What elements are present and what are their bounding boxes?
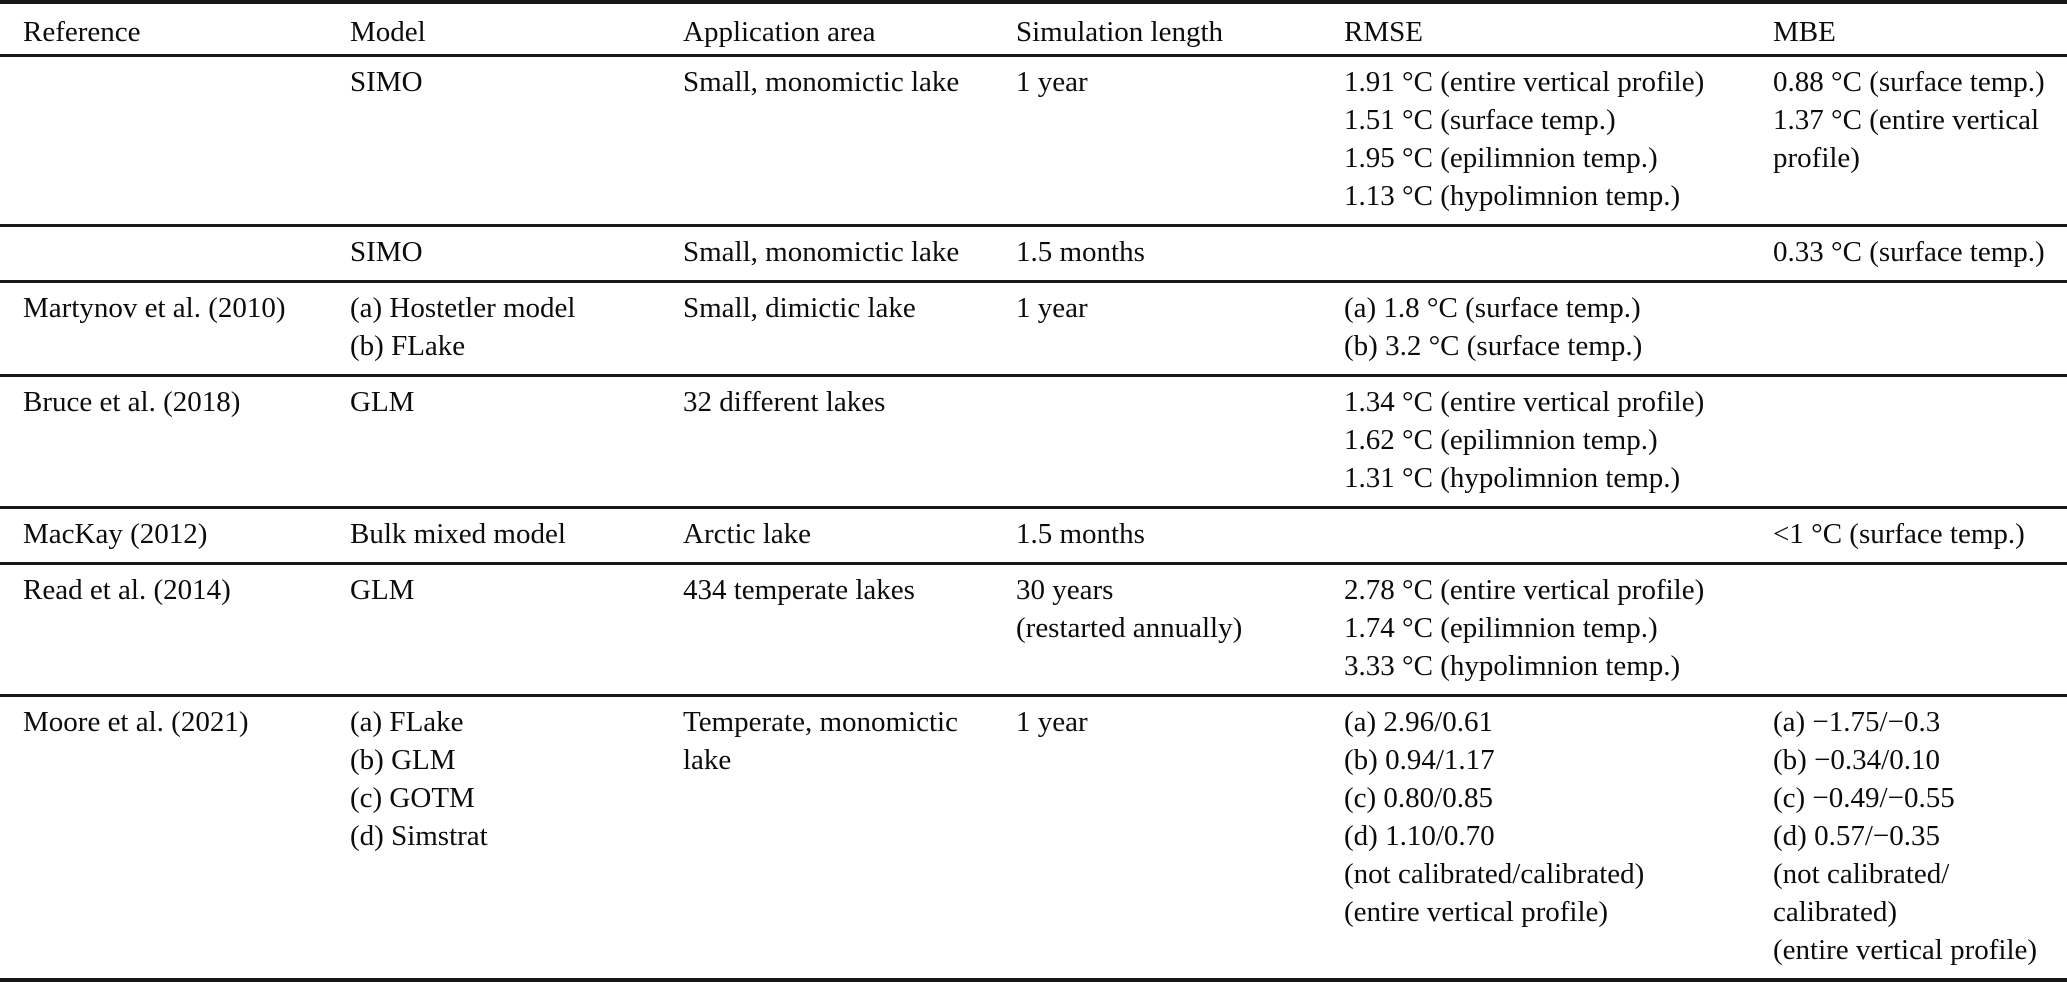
- table-row: [0, 226, 2067, 282]
- cell-text-line: 1.74 °C (epilimnion temp.): [1344, 612, 1658, 644]
- cell-text-line: 2.78 °C (entire vertical profile): [1344, 574, 1705, 606]
- cell-text-line: 1 year: [1016, 706, 1088, 738]
- cell-reference: [0, 282, 350, 376]
- cell-text-line: (entire vertical profile): [1344, 896, 1609, 928]
- cell-application-area: [683, 696, 1016, 981]
- cell-simulation-length: [1016, 56, 1344, 226]
- cell-text-line: (not calibrated/: [1773, 858, 1950, 890]
- cell-text-line: lake: [683, 744, 732, 776]
- cell-text-line: SIMO: [350, 236, 423, 268]
- cell-text-line: (restarted annually): [1016, 612, 1243, 644]
- cell-text-line: (a) Hostetler model: [350, 292, 576, 324]
- column-header-rmse: RMSE: [1344, 2, 1773, 56]
- cell-text-line: profile): [1773, 142, 1860, 174]
- cell-application-area: [683, 282, 1016, 376]
- cell-simulation-length: [1016, 696, 1344, 981]
- cell-model: [350, 696, 683, 981]
- cell-rmse: [1344, 696, 1773, 981]
- cell-rmse: [1344, 508, 1773, 564]
- cell-text-line: Temperate, monomictic: [683, 706, 958, 738]
- cell-model: [350, 56, 683, 226]
- cell-text-line: 1.31 °C (hypolimnion temp.): [1344, 462, 1681, 494]
- cell-text-line: Arctic lake: [683, 518, 812, 550]
- cell-text-line: Martynov et al. (2010): [23, 292, 286, 324]
- cell-application-area: [683, 56, 1016, 226]
- cell-text-line: 1.34 °C (entire vertical profile): [1344, 386, 1705, 418]
- cell-text-line: 1.95 °C (epilimnion temp.): [1344, 142, 1658, 174]
- cell-reference: [0, 56, 350, 226]
- header-row: [0, 2, 2067, 56]
- cell-model: [350, 226, 683, 282]
- cell-text-line: 30 years: [1016, 574, 1114, 606]
- cell-text-line: Bulk mixed model: [350, 518, 566, 550]
- cell-reference: [0, 226, 350, 282]
- cell-text-line: Small, dimictic lake: [683, 292, 916, 324]
- cell-text-line: (c) 0.80/0.85: [1344, 782, 1493, 814]
- cell-rmse: [1344, 376, 1773, 508]
- cell-text-line: 0.33 °C (surface temp.): [1773, 236, 2045, 268]
- cell-model: [350, 564, 683, 696]
- cell-mbe: [1773, 696, 2067, 981]
- table-row: [0, 56, 2067, 226]
- cell-application-area: [683, 564, 1016, 696]
- cell-text-line: 1 year: [1016, 292, 1088, 324]
- table-row: [0, 376, 2067, 508]
- cell-mbe: [1773, 226, 2067, 282]
- cell-text-line: 1.5 months: [1016, 236, 1145, 268]
- cell-text-line: Read et al. (2014): [23, 574, 231, 606]
- cell-text-line: Small, monomictic lake: [683, 236, 960, 268]
- cell-mbe: [1773, 376, 2067, 508]
- column-header-mbe: MBE: [1773, 2, 2067, 56]
- cell-simulation-length: [1016, 508, 1344, 564]
- cell-text-line: (a) −1.75/−0.3: [1773, 706, 1941, 738]
- cell-rmse: [1344, 564, 1773, 696]
- cell-text-line: 1.37 °C (entire vertical: [1773, 104, 2040, 136]
- cell-text-line: (d) Simstrat: [350, 820, 488, 852]
- cell-model: [350, 508, 683, 564]
- cell-text-line: 1 year: [1016, 66, 1088, 98]
- cell-text-line: (entire vertical profile): [1773, 934, 2038, 966]
- column-header-simulation-length: Simulation length: [1016, 2, 1344, 56]
- cell-text-line: <1 °C (surface temp.): [1773, 518, 2025, 550]
- cell-text-line: 1.62 °C (epilimnion temp.): [1344, 424, 1658, 456]
- cell-text-line: (a) 2.96/0.61: [1344, 706, 1493, 738]
- cell-mbe: [1773, 564, 2067, 696]
- cell-text-line: (c) GOTM: [350, 782, 475, 814]
- cell-mbe: [1773, 56, 2067, 226]
- cell-text-line: (d) 0.57/−0.35: [1773, 820, 1940, 852]
- cell-text-line: (b) 0.94/1.17: [1344, 744, 1495, 776]
- cell-text-line: (a) FLake: [350, 706, 464, 738]
- cell-rmse: [1344, 56, 1773, 226]
- cell-text-line: GLM: [350, 386, 415, 418]
- cell-simulation-length: [1016, 564, 1344, 696]
- cell-text-line: 32 different lakes: [683, 386, 886, 418]
- cell-reference: [0, 508, 350, 564]
- cell-text-line: 1.51 °C (surface temp.): [1344, 104, 1616, 136]
- cell-simulation-length: [1016, 282, 1344, 376]
- cell-simulation-length: [1016, 226, 1344, 282]
- cell-text-line: (b) −0.34/0.10: [1773, 744, 1940, 776]
- table-row: [0, 282, 2067, 376]
- table-row: [0, 564, 2067, 696]
- cell-model: [350, 282, 683, 376]
- table-body: [0, 56, 2067, 981]
- cell-text-line: 434 temperate lakes: [683, 574, 915, 606]
- column-header-reference: Reference: [0, 2, 350, 56]
- cell-reference: [0, 376, 350, 508]
- cell-text-line: 0.88 °C (surface temp.): [1773, 66, 2045, 98]
- cell-text-line: 3.33 °C (hypolimnion temp.): [1344, 650, 1681, 682]
- cell-text-line: Moore et al. (2021): [23, 706, 249, 738]
- cell-application-area: [683, 226, 1016, 282]
- cell-text-line: (b) 3.2 °C (surface temp.): [1344, 330, 1643, 362]
- cell-rmse: [1344, 282, 1773, 376]
- cell-rmse: [1344, 226, 1773, 282]
- cell-reference: [0, 564, 350, 696]
- column-header-application-area: Application area: [683, 2, 1016, 56]
- column-header-model: Model: [350, 2, 683, 56]
- cell-text-line: 1.5 months: [1016, 518, 1145, 550]
- cell-text-line: (b) FLake: [350, 330, 466, 362]
- cell-text-line: Small, monomictic lake: [683, 66, 960, 98]
- cell-text-line: GLM: [350, 574, 415, 606]
- cell-text-line: (c) −0.49/−0.55: [1773, 782, 1955, 814]
- cell-text-line: (b) GLM: [350, 744, 456, 776]
- cell-mbe: [1773, 508, 2067, 564]
- table-row: [0, 508, 2067, 564]
- table-header: [0, 2, 2067, 56]
- cell-mbe: [1773, 282, 2067, 376]
- cell-text-line: (a) 1.8 °C (surface temp.): [1344, 292, 1641, 324]
- cell-model: [350, 376, 683, 508]
- cell-text-line: MacKay (2012): [23, 518, 208, 550]
- cell-text-line: 1.13 °C (hypolimnion temp.): [1344, 180, 1681, 212]
- cell-text-line: SIMO: [350, 66, 423, 98]
- cell-text-line: calibrated): [1773, 896, 1897, 928]
- cell-text-line: Bruce et al. (2018): [23, 386, 241, 418]
- table-row: [0, 696, 2067, 981]
- cell-text-line: (not calibrated/calibrated): [1344, 858, 1645, 890]
- cell-application-area: [683, 376, 1016, 508]
- cell-text-line: 1.91 °C (entire vertical profile): [1344, 66, 1705, 98]
- cell-text-line: (d) 1.10/0.70: [1344, 820, 1495, 852]
- cell-simulation-length: [1016, 376, 1344, 508]
- cell-application-area: [683, 508, 1016, 564]
- cell-reference: [0, 696, 350, 981]
